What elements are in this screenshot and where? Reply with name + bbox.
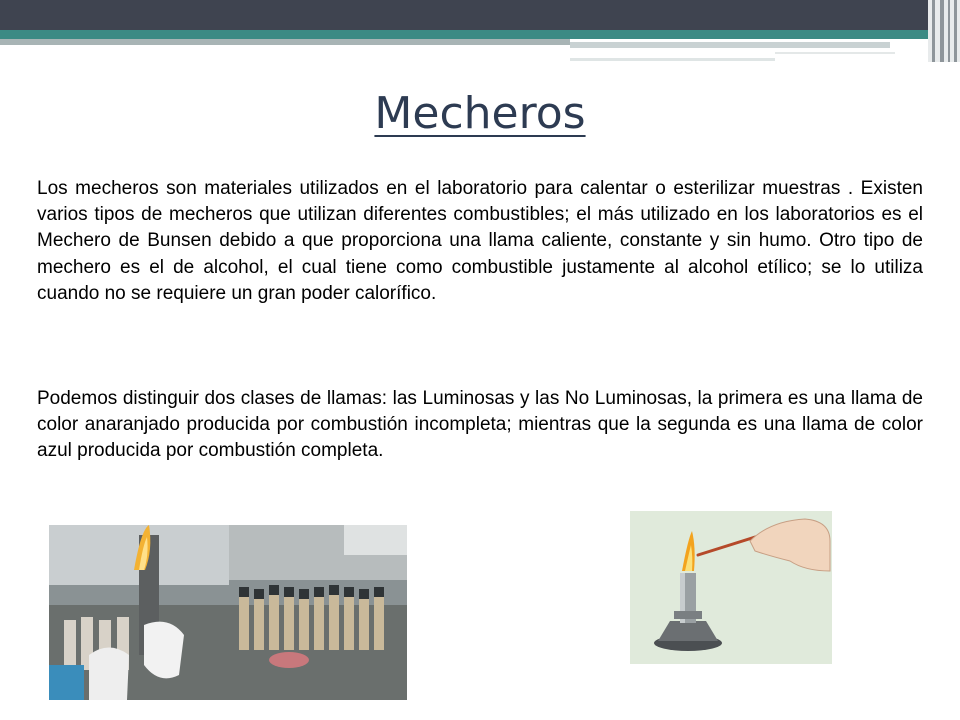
header-edge-stripe [932,0,935,62]
header-edge-stripe [940,0,944,62]
header-edge-stripe [954,0,957,62]
paragraph-mecheros [37,176,923,307]
slide-title: Mecheros [374,88,586,139]
header-band-grey [0,39,570,45]
paragraph-llamas [37,386,923,465]
header-thin-line-right [775,52,895,54]
header-band-teal [0,30,960,39]
header-thin-line [570,58,775,61]
header-band-grey-right [570,42,890,48]
bunsen-burner-illustration [630,511,832,664]
paragraph-text: Podemos distinguir dos clases de llamas: las Luminosas y las No Luminosas, la primera es una llama de color anaranjado producida por combustión incompleta; mientras que la segunda es una llama de color azul producida por combustión completa. [37,388,923,462]
paragraph-text: Los mecheros son materiales utilizados en el laboratorio para calentar o esterilizar muestras . Existen varios tipos de mecheros que utilizan diferentes combustibles; el más utilizado en los laboratorios es el Mechero de Bunsen debido a que proporciona una llama caliente, constante y sin humo. Otro tipo de mechero es el de alcohol, el cual tiene como combustible justamente al alcohol etílico; se lo utiliza cuando no se requiere un gran poder calorífico. [37,178,923,304]
bunsen-burner-illustration-graphic [630,511,832,664]
header-band-dark [0,0,960,30]
laboratory-burner-photo [49,525,407,700]
header-edge-stripe [948,0,950,62]
laboratory-burner-photo-graphic [49,525,407,700]
